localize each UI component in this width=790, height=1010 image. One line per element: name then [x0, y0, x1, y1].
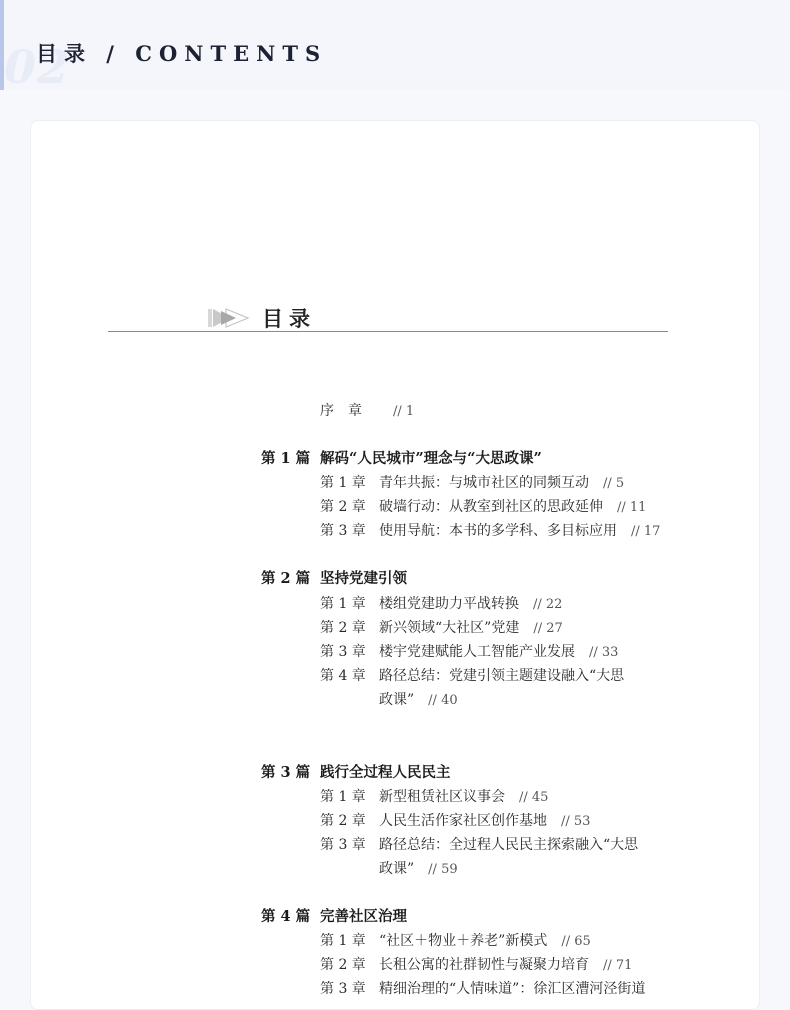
chapter-page: // 59 [428, 862, 458, 877]
chapter-label: 第 3 章 [320, 644, 366, 660]
preface-page: // 1 [393, 404, 415, 419]
toc-part-3 [261, 763, 451, 783]
double-arrow-icon [208, 306, 250, 330]
chapter-page: // 33 [589, 645, 619, 660]
chapter-title: 青年共振：与城市社区的同频互动 [379, 475, 589, 491]
chapter-page: // 27 [533, 621, 563, 636]
chapter-label: 第 3 章 [320, 837, 366, 853]
chapter-title: 使用导航：本书的多学科、多目标应用 [379, 523, 617, 539]
toc-chapter [320, 473, 624, 494]
chapter-label: 第 2 章 [320, 813, 366, 829]
chapter-title: 人民生活作家社区创作基地 [379, 813, 547, 829]
chapter-label: 第 1 章 [320, 475, 366, 491]
toc-part-2 [261, 569, 407, 589]
chapter-title: 新兴领域“大社区”党建 [379, 620, 520, 636]
chapter-title: 长租公寓的社群韧性与凝聚力培育 [379, 957, 589, 973]
toc-chapter [320, 979, 645, 999]
chapter-title: 新型租赁社区议事会 [379, 789, 505, 805]
toc-title: 目录 [262, 307, 316, 331]
chapter-title-cont: 政课” [379, 692, 415, 708]
chapter-page: // 53 [561, 814, 591, 829]
chapter-page: // 22 [533, 597, 563, 612]
chapter-title: 楼宇党建赋能人工智能产业发展 [379, 644, 575, 660]
chapter-label: 第 2 章 [320, 957, 366, 973]
chapter-page: // 5 [603, 476, 625, 491]
part-label: 第 4 篇 [261, 908, 311, 925]
chapter-title: “社区＋物业＋养老”新模式 [379, 933, 548, 949]
chapter-label: 第 1 章 [320, 596, 366, 612]
part-label: 第 1 篇 [261, 450, 311, 467]
chapter-title: 破墙行动：从教室到社区的思政延伸 [379, 499, 603, 515]
toc-heading [208, 303, 316, 333]
part-title: 坚持党建引领 [320, 570, 407, 587]
chapter-title-cont: 政课” [379, 861, 415, 877]
toc-chapter [320, 811, 590, 832]
chapter-page: // 45 [519, 790, 549, 805]
toc-part-4 [261, 907, 407, 927]
toc-chapter-continued [379, 690, 458, 711]
chapter-label: 第 1 章 [320, 789, 366, 805]
chapter-label: 第 3 章 [320, 523, 366, 539]
chapter-title: 楼组党建助力平战转换 [379, 596, 519, 612]
part-title: 解码“人民城市”理念与“大思政课” [320, 450, 542, 467]
chapter-page: // 17 [631, 524, 661, 539]
chapter-page: // 65 [561, 934, 591, 949]
page-number-watermark: 02 [4, 40, 71, 94]
toc-part-1 [261, 449, 542, 469]
part-label: 第 3 篇 [261, 764, 311, 781]
chapter-label: 第 2 章 [320, 499, 366, 515]
chapter-page: // 40 [428, 693, 458, 708]
toc-divider [108, 331, 668, 332]
toc-chapter [320, 497, 646, 518]
toc-chapter [320, 521, 660, 542]
chapter-title: 路径总结：全过程人民民主探索融入“大思 [379, 837, 639, 853]
chapter-label: 第 1 章 [320, 933, 366, 949]
chapter-page: // 71 [603, 958, 633, 973]
chapter-title: 精细治理的“人情味道”：徐汇区漕河泾街道 [379, 981, 646, 997]
chapter-page: // 11 [617, 500, 647, 515]
toc-preface [320, 401, 414, 422]
page-header [0, 0, 790, 94]
part-title: 践行全过程人民民主 [320, 764, 451, 781]
chapter-label: 第 3 章 [320, 981, 366, 997]
toc-chapter [320, 835, 638, 855]
header-title: 目录 / CONTENTS [36, 41, 328, 66]
part-label: 第 2 篇 [261, 570, 311, 587]
chapter-label: 第 4 章 [320, 668, 366, 684]
toc-chapter [320, 931, 591, 952]
toc-chapter [320, 642, 618, 663]
chapter-title: 路径总结：党建引领主题建设融入“大思 [379, 668, 625, 684]
preface-label: 序 章 [320, 403, 362, 419]
toc-chapter [320, 787, 548, 808]
toc-chapter-continued [379, 859, 458, 880]
toc-chapter [320, 618, 563, 639]
toc-chapter [320, 955, 632, 976]
toc-chapter [320, 594, 562, 615]
chapter-label: 第 2 章 [320, 620, 366, 636]
toc-chapter [320, 666, 624, 686]
part-title: 完善社区治理 [320, 908, 407, 925]
